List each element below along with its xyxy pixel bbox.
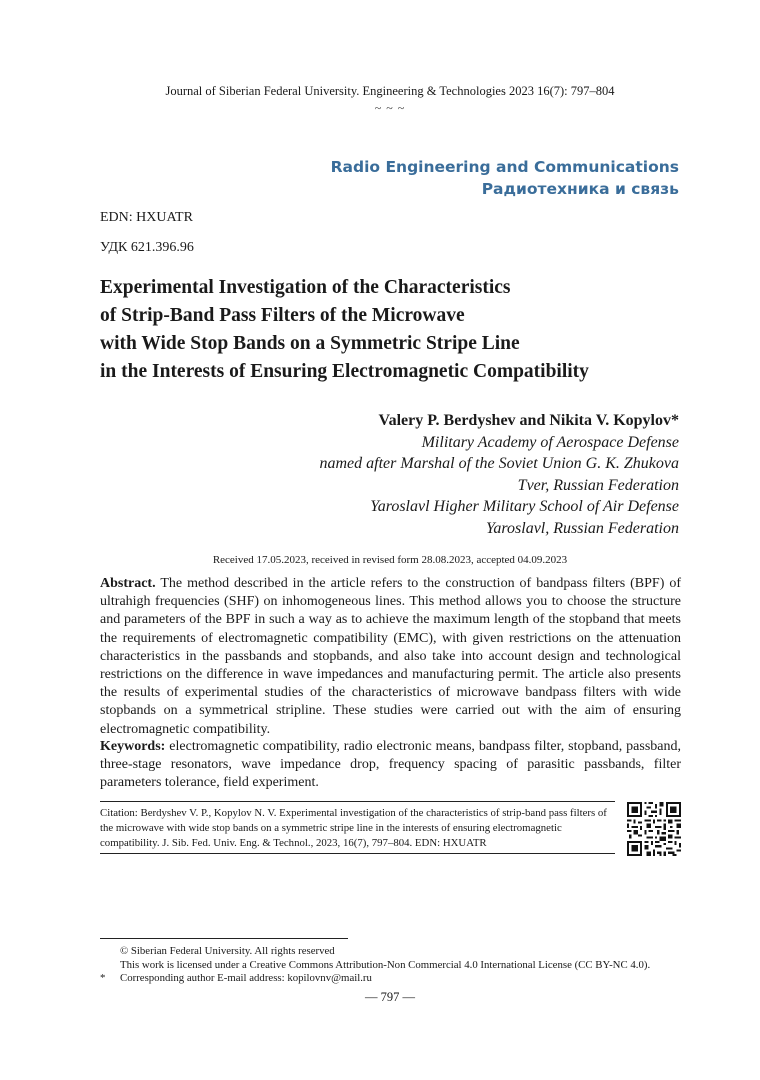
section-title-en: Radio Engineering and Communications (330, 158, 679, 176)
title-line: Experimental Investigation of the Characteristics (100, 277, 511, 298)
title-line: with Wide Stop Bands on a Symmetric Stripe Line (100, 333, 520, 354)
footnote-mark: * (100, 972, 106, 984)
udk-code: УДК 621.396.96 (100, 240, 194, 255)
abstract (100, 575, 681, 739)
paper-title (100, 274, 700, 386)
keywords-label: Keywords: (100, 739, 166, 754)
title-line: in the Interests of Ensuring Electromagnetic Compatibility (100, 361, 589, 382)
section-title-ru: Радиотехника и связь (481, 180, 679, 198)
keywords (100, 738, 681, 793)
edn-code: EDN: HXUATR (100, 210, 193, 225)
page-number: — 797 — (365, 990, 415, 1004)
affiliation-line: Tver, Russian Federation (517, 476, 679, 494)
keywords-text: electromagnetic compatibility, radio electronic means, bandpass filter, stopband, passband, three-stage resonators, wave impedance drop, frequency spacing of parasitic passbands, filter parameters tolerance, field experiment. (100, 739, 681, 791)
abstract-text: The method described in the article refers to the construction of bandpass filters (BPF) of ultrahigh frequencies (SHF) on inhomogeneous lines. This method allows you to choose the structure and parameters of the BPF in such a way as to achieve the maximum length of the stopband that meets the requirements of electromagnetic compatibility (EMC), with given restrictions on the attenuation characteristics in the passbands and stopbands, and also take into account design and technological restrictions on the difference in wave impedances and manufacturing permit. The article also presents the results of experimental studies of the characteristics of microwave bandpass filters with wide stopbands on a symmetrical stripline. These studies were carried out with the aim of ensuring electromagnetic compatibility. (100, 576, 682, 737)
abstract-label: Abstract. (100, 576, 156, 591)
title-line: of Strip-Band Pass Filters of the Microwave (100, 305, 465, 326)
header-separator: ~ ~ ~ (374, 101, 406, 115)
affiliation-line: named after Marshal of the Soviet Union G. K. Zhukova (319, 455, 679, 472)
footnote-rule (100, 938, 348, 939)
author-names: Valery P. Berdyshev and Nikita V. Kopylov* (378, 412, 679, 429)
journal-header: Journal of Siberian Federal University. Engineering & Technologies 2023 16(7): 797–804 (165, 84, 615, 98)
affiliation-line: Military Academy of Aerospace Defense (421, 433, 679, 451)
received-dates: Received 17.05.2023, received in revised form 28.08.2023, accepted 04.09.2023 (212, 554, 568, 566)
qr-code-icon[interactable] (627, 802, 681, 856)
affiliation-line: Yaroslavl, Russian Federation (485, 519, 679, 537)
affiliation-line: Yaroslavl Higher Military School of Air Defense (370, 498, 679, 515)
footnote-corresponding: * Corresponding author E-mail address: kopilovnv@mail.ru (100, 972, 372, 984)
footnote-license: This work is licensed under a Creative Commons Attribution-Non Commercial 4.0 International License (CC BY-NC 4.0). (120, 959, 651, 971)
footnote-copyright: © Siberian Federal University. All rights reserved (120, 945, 335, 957)
citation-bottom-rule (100, 853, 615, 854)
citation: Citation: Berdyshev V. P., Kopylov N. V. Experimental investigation of the characteristics of strip-band pass filters of the microwave with wide stop bands on a symmetric stripe line in the interests of ensuring electromagnetic compatibility. J. Sib. Fed. Univ. Eng. & Technol., 2023, 16(7), 797–804. EDN: HXUATR (100, 807, 607, 849)
citation-top-rule (100, 801, 615, 802)
author-block (319, 410, 679, 539)
